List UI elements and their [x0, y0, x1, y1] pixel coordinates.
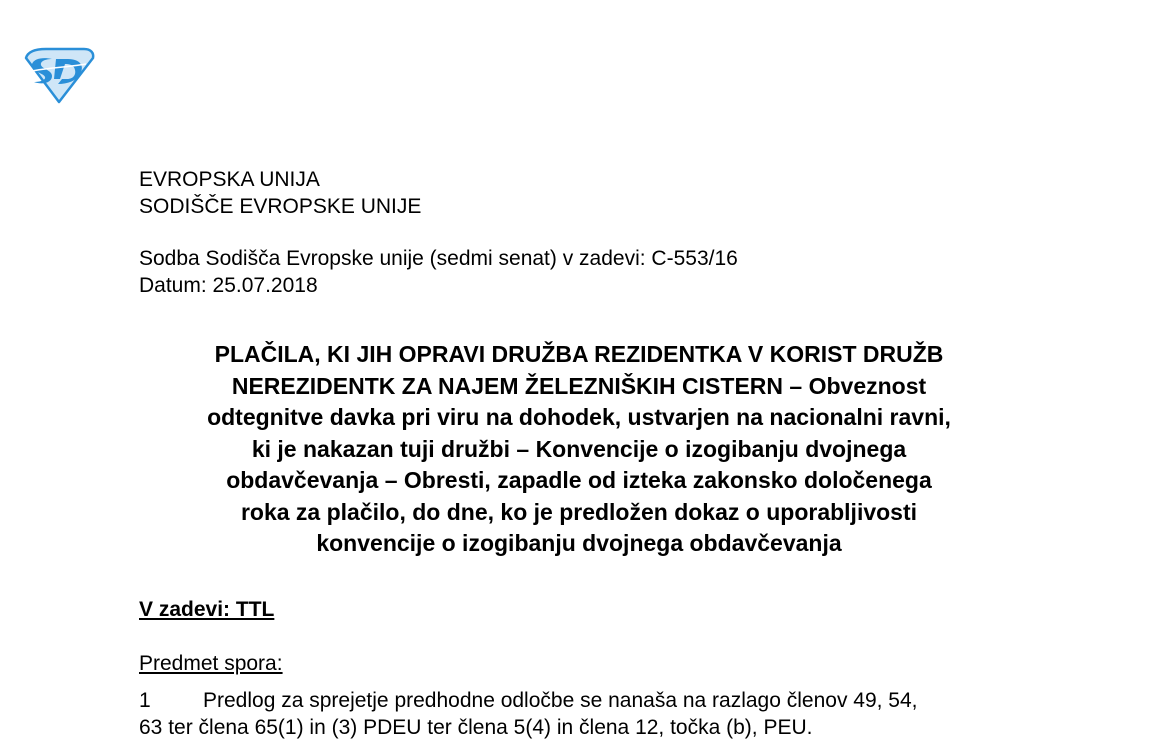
title-line: obdavčevanja – Obresti, zapadle od izteka zakonsko določenega — [226, 467, 932, 493]
title-line: PLAČILA, KI JIH OPRAVI DRUŽBA REZIDENTKA V KORIST DRUŽB — [214, 341, 944, 367]
title-line: odtegnitve davka pri viru na dohodek, ustvarjen na nacionalni ravni, — [207, 404, 951, 430]
header-court: SODIŠČE EVROPSKE UNIJE — [139, 195, 422, 218]
paragraph — [139, 687, 1019, 741]
title-line: ki je nakazan tuji družbi – Konvencije o izogibanju dvojnega — [251, 435, 907, 462]
document-title — [120, 339, 1038, 560]
court-logo — [22, 46, 96, 104]
judgment-date: Datum: 25.07.2018 — [139, 274, 318, 297]
subject-heading: Predmet spora: — [139, 652, 283, 675]
paragraph-line-2: 63 ter člena 65(1) in (3) PDEU ter člena 5(4) in člena 12, točka (b), PEU. — [139, 716, 813, 739]
case-info — [139, 245, 738, 299]
court-shield-logo-icon — [22, 46, 96, 104]
header-union: EVROPSKA UNIJA — [139, 168, 320, 191]
title-line: konvencije o izogibanju dvojnega obdavčevanja — [316, 530, 842, 556]
court-header — [139, 166, 421, 220]
case-name: V zadevi: TTL — [139, 598, 275, 621]
title-line: roka za plačilo, do dne, ko je predložen dokaz o uporabljivosti — [240, 498, 918, 525]
paragraph-line-1 — [139, 687, 1019, 714]
paragraph-number: 1 — [139, 689, 151, 712]
title-line: NEREZIDENTK ZA NAJEM ŽELEZNIŠKIH CISTERN – Obveznost — [231, 372, 927, 399]
paragraph-text: Predlog za sprejetje predhodne odločbe se nanaša na razlago členov 49, 54, — [203, 689, 918, 712]
judgment-reference: Sodba Sodišča Evropske unije (sedmi senat) v zadevi: C-553/16 — [139, 247, 738, 270]
